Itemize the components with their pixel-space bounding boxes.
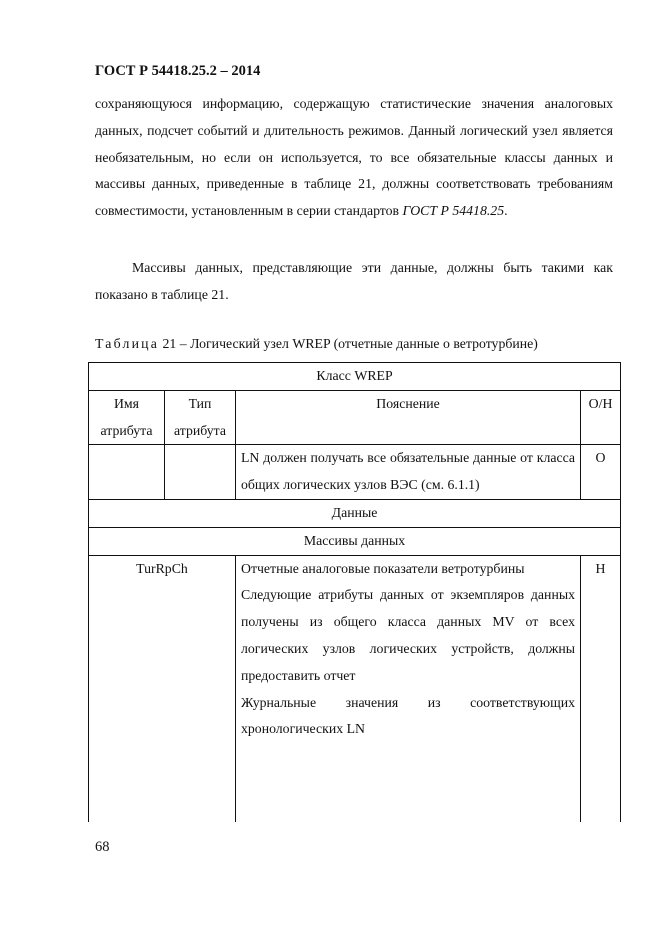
table-caption-label: Таблица — [95, 336, 160, 351]
table-row — [89, 445, 621, 500]
header-attribute-name — [89, 390, 165, 445]
turrpch-explanation — [236, 555, 581, 822]
turrpch-line-3: Журнальные значения из соответствующих хронологических LN — [241, 694, 575, 737]
ln-row-name — [89, 445, 165, 500]
table-row — [89, 555, 621, 822]
standard-reference: ГОСТ Р 54418.25 — [402, 203, 505, 219]
turrpch-mo: Н — [581, 555, 621, 822]
header-name-line1: Имя — [113, 395, 140, 411]
turrpch-line-1: Отчетные аналоговые показатели ветротурбины — [241, 560, 525, 576]
header-mandatory-optional: О/Н — [581, 390, 621, 445]
ln-row-explanation: LN должен получать все обязательные данные от класса общих логических узлов ВЭС (см. 6.1.1) — [236, 445, 581, 500]
header-name-line2: атрибута — [100, 422, 153, 438]
table-header-row — [89, 390, 621, 445]
paragraph-1-end: . — [504, 203, 508, 219]
turrpch-name: TurRpCh — [89, 555, 236, 822]
header-attribute-type — [165, 390, 236, 445]
ln-row-type — [165, 445, 236, 500]
ln-row-mo: О — [581, 445, 621, 500]
document-header: ГОСТ Р 54418.25.2 – 2014 — [95, 63, 261, 79]
paragraph-2: Массивы данных, представляющие эти данные, должны быть такими как показано в таблице 21. — [95, 260, 613, 302]
section-arrays-cell: Массивы данных — [89, 527, 621, 555]
section-data-cell: Данные — [89, 499, 621, 527]
table-caption-text: 21 – Логический узел WREP (отчетные данные о ветротурбине) — [162, 336, 538, 351]
table-section-row — [89, 527, 621, 555]
class-title-cell: Класс WREP — [89, 363, 621, 391]
wrep-table — [88, 362, 621, 822]
page-number: 68 — [95, 839, 110, 855]
paragraph-1-text: сохраняющуюся информацию, содержащую статистические значения аналоговых данных, подсчет событий и длительность режимов. Данный логический узел является необязательным, но если он используется, то все обязательные классы данных и массивы данных, приведенные в таблице 21, должны соответствовать требованиям совместимости, установленным в серии стандартов — [95, 96, 613, 219]
header-type-line2: атрибута — [174, 422, 226, 438]
table-row — [89, 363, 621, 391]
header-type-line1: Тип — [188, 395, 212, 411]
paragraph-1 — [95, 91, 613, 225]
header-explanation: Пояснение — [236, 390, 581, 445]
table-caption — [95, 336, 538, 352]
table-section-row — [89, 499, 621, 527]
turrpch-line-2: Следующие атрибуты данных от экземпляров данных получены из общего класса данных MV от всех логических узлов логических устройств, должны предоставить отчет — [241, 587, 575, 683]
